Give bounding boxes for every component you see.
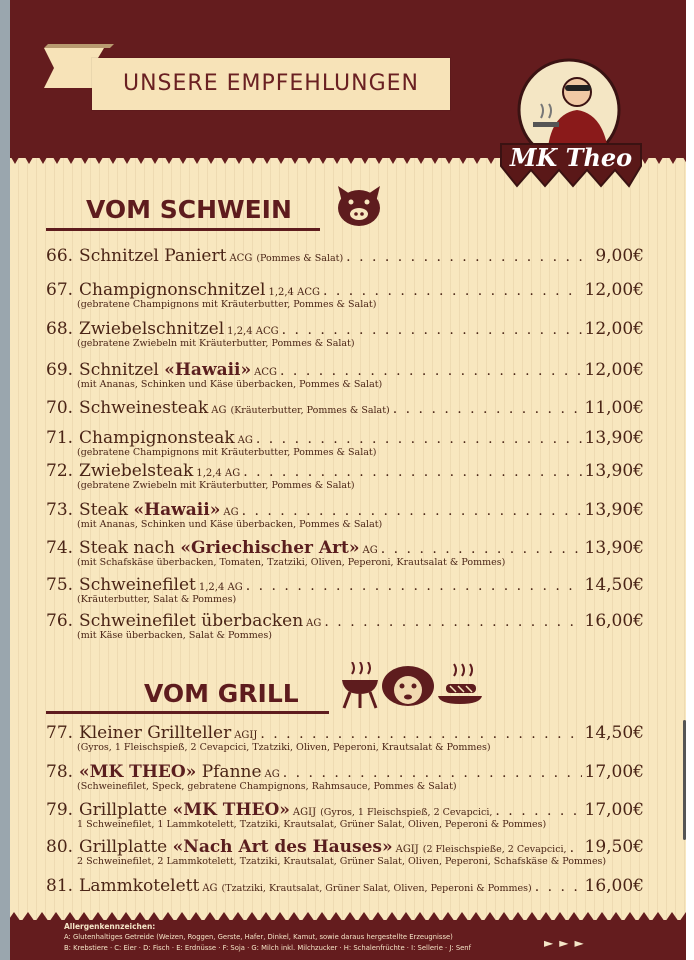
menu-item: [46, 500, 644, 530]
item-name: Lammkotelett: [79, 876, 200, 896]
pig-icon: [334, 184, 384, 228]
item-price: 16,00€: [584, 876, 644, 896]
item-number: 66.: [46, 246, 74, 266]
item-allergens: 1,2,4 AG: [198, 582, 243, 593]
item-description: (gebratene Champignons mit Kräuterbutter, Pommes & Salat): [77, 447, 377, 458]
item-name: Champignonsteak: [79, 428, 235, 448]
item-name: Kleiner Grillteller: [79, 723, 232, 743]
item-price: 12,00€: [584, 319, 644, 339]
dot-leader: [393, 401, 582, 417]
item-number: 75.: [46, 575, 74, 595]
item-price: 17,00€: [584, 762, 644, 782]
dot-leader: [283, 765, 582, 781]
item-allergens: AG: [223, 507, 239, 518]
menu-item: [46, 837, 644, 867]
item-allergens: AGIJ: [395, 844, 419, 855]
item-price: 13,90€: [584, 500, 644, 520]
menu-item: [46, 762, 644, 792]
menu-item: [46, 246, 644, 266]
item-description: (mit Ananas, Schinken und Käse überbacken, Pommes & Salat): [77, 519, 383, 530]
item-note: (Kräuterbutter, Pommes & Salat): [230, 405, 390, 416]
allergen-title: Allergenkennzeichen:: [64, 922, 156, 931]
dot-leader: [280, 363, 581, 379]
dot-leader: [243, 464, 581, 480]
left-frame: [0, 0, 10, 960]
dot-leader: [242, 503, 582, 519]
item-description: (Gyros, 1 Fleischspieß, 2 Cevapcici, Tzatziki, Oliven, Peperoni, Krautsalat & Pommes): [77, 742, 491, 753]
item-name: [79, 360, 251, 380]
dot-leader: [282, 322, 582, 338]
item-allergens: AGIJ: [234, 730, 258, 741]
item-name: [79, 837, 393, 857]
dot-leader: [381, 541, 582, 557]
item-description: (mit Käse überbacken, Salat & Pommes): [77, 630, 272, 641]
item-name-highlight: «MK THEO»: [79, 762, 197, 782]
allergen-line: B: Krebstiere · C: Eier · D: Fisch · E: Erdnüsse · F: Soja · G: Milch inkl. Milchzucker · H: Schalenfrüchte · I: Sellerie · J: Senf: [64, 944, 472, 952]
item-name: Schweinefilet überbacken: [79, 611, 304, 631]
item-allergens: AG: [264, 769, 280, 780]
item-number: 74.: [46, 538, 74, 558]
dot-leader: [246, 578, 582, 594]
mk-theo-logo-icon: [497, 58, 645, 188]
item-number: 81.: [46, 876, 74, 896]
allergen-line: A: Glutenhaltiges Getreide (Weizen, Roggen, Gerste, Hafer, Dinkel, Kamut, sowie daraus hergestellte Erzeugnisse): [64, 933, 453, 941]
item-allergens: AG: [202, 883, 218, 894]
item-price: 9,00€: [595, 246, 644, 266]
item-number: 70.: [46, 398, 74, 418]
dot-leader: [495, 803, 581, 819]
item-name-prefix: Schnitzel: [79, 360, 165, 380]
item-note: (2 Fleischspieße, 2 Cevapcici,: [422, 844, 567, 855]
item-name: [79, 800, 290, 820]
menu-item: [46, 611, 644, 641]
menu-item: [46, 319, 644, 349]
item-note: (Pommes & Salat): [256, 253, 344, 264]
item-allergens: ACG: [229, 253, 253, 264]
item-allergens: AG: [306, 618, 322, 629]
logo-text: MK Theo: [509, 143, 633, 172]
menu-item: [46, 723, 644, 753]
next-arrows-icon: ►►►: [544, 936, 590, 950]
item-allergens: ACG: [254, 367, 278, 378]
item-number: 77.: [46, 723, 74, 743]
item-description: (gebratene Zwiebeln mit Kräuterbutter, Pommes & Salat): [77, 480, 355, 491]
dot-leader: [256, 431, 582, 447]
item-description: (gebratene Zwiebeln mit Kräuterbutter, Pommes & Salat): [77, 338, 355, 349]
item-number: 69.: [46, 360, 74, 380]
item-name-highlight: «Griechischer Art»: [180, 538, 360, 558]
menu-item: [46, 800, 644, 830]
menu-item: [46, 575, 644, 605]
grill-icon: [340, 662, 380, 710]
sheep-icon: [380, 664, 436, 710]
item-allergens: 1,2,4 ACG: [227, 326, 279, 337]
item-price: 13,90€: [584, 538, 644, 558]
item-name: [79, 500, 220, 520]
item-description: (mit Ananas, Schinken und Käse überbacken, Pommes & Salat): [77, 379, 383, 390]
menu-item: [46, 428, 644, 458]
item-name: [79, 538, 359, 558]
item-description: 2 Schweinefilet, 2 Lammkotelett, Tzatziki, Krautsalat, Grüner Salat, Oliven, Peperoni, Schafskäse & Pommes): [77, 856, 607, 867]
item-name-prefix: Steak nach: [79, 538, 181, 558]
right-frame: [686, 0, 694, 960]
item-name-highlight: «Nach Art des Hauses»: [172, 837, 393, 857]
item-name-prefix: Steak: [79, 500, 134, 520]
item-description: (Kräuterbutter, Salat & Pommes): [77, 594, 237, 605]
menu-item: [46, 461, 644, 491]
item-price: 19,50€: [584, 837, 644, 857]
item-name: Champignonschnitzel: [79, 280, 266, 300]
item-price: 13,90€: [584, 428, 644, 448]
item-number: 73.: [46, 500, 74, 520]
item-name: Schweinefilet: [79, 575, 196, 595]
section-underline: [46, 228, 320, 231]
item-allergens: 1,2,4 AG: [196, 468, 241, 479]
dot-leader: [346, 249, 592, 265]
item-note: (Gyros, 1 Fleischspieß, 2 Cevapcici,: [320, 807, 493, 818]
item-number: 68.: [46, 319, 74, 339]
item-price: 14,50€: [584, 575, 644, 595]
item-name-highlight: «Hawaii»: [164, 360, 252, 380]
item-number: 72.: [46, 461, 74, 481]
item-name-prefix: Grillplatte: [79, 837, 173, 857]
item-description: (mit Schafskäse überbacken, Tomaten, Tzatziki, Oliven, Peperoni, Krautsalat & Pommes): [77, 557, 506, 568]
item-allergens: AGIJ: [292, 807, 317, 818]
item-number: 79.: [46, 800, 74, 820]
item-number: 67.: [46, 280, 74, 300]
item-description: (Schweinefilet, Speck, gebratene Champignons, Rahmsauce, Pommes & Salat): [77, 781, 457, 792]
item-price: 17,00€: [584, 800, 644, 820]
item-description: (gebratene Champignons mit Kräuterbutter, Pommes & Salat): [77, 299, 377, 310]
menu-item: [46, 876, 644, 896]
item-name-suffix: Pfanne: [196, 762, 262, 782]
dot-leader: [324, 614, 581, 630]
item-name-prefix: Grillplatte: [79, 800, 173, 820]
menu-item: [46, 538, 644, 568]
item-name: Zwiebelsteak: [79, 461, 194, 481]
section-underline: [46, 711, 329, 714]
menu-item: [46, 398, 644, 418]
item-price: 11,00€: [584, 398, 644, 418]
item-allergens: AG: [211, 405, 227, 416]
page-title: UNSERE EMPFEHLUNGEN: [123, 71, 419, 96]
item-name-highlight: «Hawaii»: [133, 500, 221, 520]
dot-leader: [535, 879, 582, 895]
item-price: 16,00€: [584, 611, 644, 631]
menu-item: [46, 280, 644, 310]
item-name: Zwiebelschnitzel: [79, 319, 225, 339]
item-name: [79, 762, 261, 782]
item-price: 14,50€: [584, 723, 644, 743]
dot-leader: [260, 726, 581, 742]
item-name: Schweinesteak: [79, 398, 209, 418]
item-number: 80.: [46, 837, 74, 857]
dot-leader: [323, 283, 582, 299]
section-title-grill: VOM GRILL: [144, 679, 299, 708]
item-allergens: AG: [362, 545, 378, 556]
item-number: 71.: [46, 428, 74, 448]
item-description: 1 Schweinefilet, 1 Lammkotelett, Tzatziki, Krautsalat, Grüner Salat, Oliven, Peperoni & Pommes): [77, 819, 547, 830]
section-title-schwein: VOM SCHWEIN: [86, 195, 292, 224]
item-note: (Tzatziki, Krautsalat, Grüner Salat, Oliven, Peperoni & Pommes): [221, 883, 532, 894]
hot-plate-icon: [436, 662, 484, 710]
item-price: 12,00€: [584, 280, 644, 300]
item-name: Schnitzel Paniert: [79, 246, 227, 266]
header-ribbon: [92, 58, 450, 110]
item-allergens: 1,2,4 ACG: [268, 287, 320, 298]
menu-item: [46, 360, 644, 390]
item-allergens: AG: [237, 435, 253, 446]
scrollbar[interactable]: [683, 720, 686, 840]
item-price: 12,00€: [584, 360, 644, 380]
item-price: 13,90€: [584, 461, 644, 481]
item-number: 76.: [46, 611, 74, 631]
item-name-highlight: «MK THEO»: [172, 800, 290, 820]
dot-leader: [570, 840, 582, 856]
item-number: 78.: [46, 762, 74, 782]
